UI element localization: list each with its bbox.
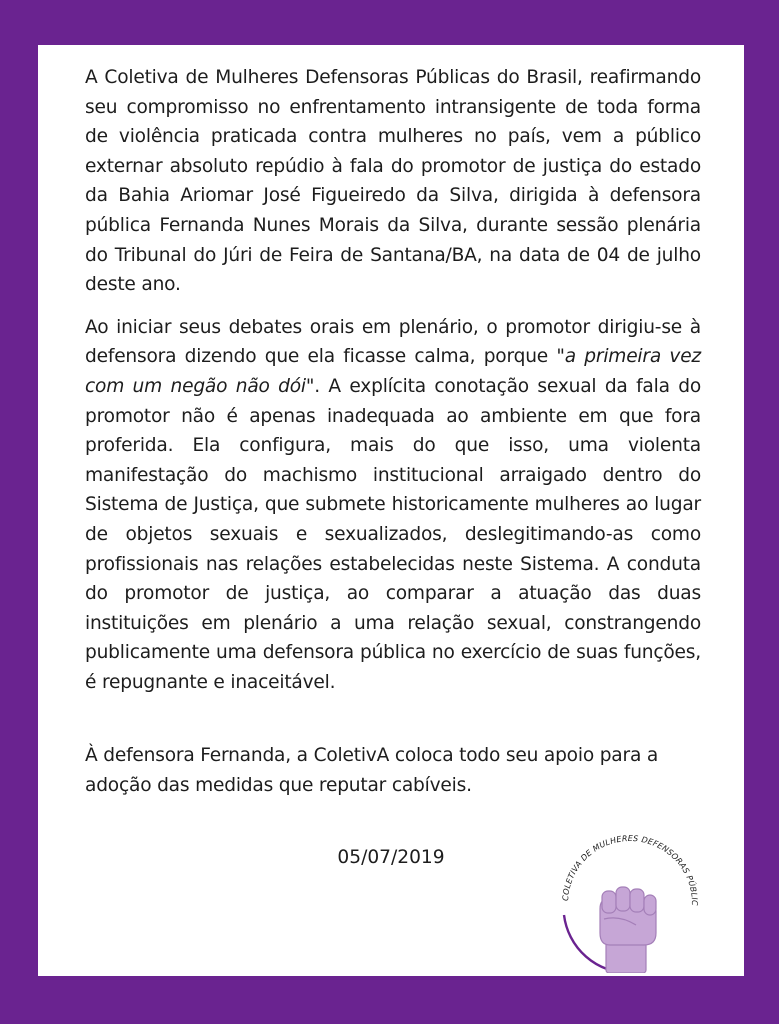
paragraph-1: A Coletiva de Mulheres Defensoras Públicas do Brasil, reafirmando seu compromisso no enfrentamento intransigente de toda forma de violência praticada contra mulheres no país, vem a público externar absoluto repúdio à fala do promotor de justiça do estado da Bahia Ariomar José Figueiredo da Silva, dirigida à defensora pública Fernanda Nunes Morais da Silva, durante sessão plenária do Tribunal do Júri de Feira de Santana/BA, na data de 04 de julho deste ano. bbox=[85, 67, 701, 296]
coletiva-logo-graphic bbox=[546, 833, 716, 973]
raised-fist-icon bbox=[600, 887, 656, 973]
paragraph-2 bbox=[85, 313, 701, 698]
letter-date: 05/07/2019 bbox=[337, 847, 445, 868]
paragraph-2-text-a: Ao iniciar seus debates orais em plenário, o promotor dirigiu-se à defensora dizendo que ela ficasse calma, porque bbox=[85, 316, 701, 368]
paragraph-2-quote: "a primeira vez com um negão não dói" bbox=[85, 346, 701, 397]
paragraph-3: À defensora Fernanda, a ColetivA coloca todo seu apoio para a adoção das medidas que reputar cabíveis. bbox=[85, 745, 659, 797]
paragraph-2-text-b: . A explícita conotação sexual da fala do promotor não é apenas inadequada ao ambiente em que fora proferida. Ela configura, mais do que isso, uma violenta manifestação do machismo institucional arraigado dentro do Sistema de Justiça, que submete historicamente mulheres ao lugar de objetos sexuais e sexualizados, deslegitimando-as como profissionais nas relações estabelecidas neste Sistema. A conduta do promotor de justiça, ao comparar a atuação das duas instituições em plenário a uma relação sexual, constrangendo publicamente uma defensora pública no exercício de suas funções, é repugnante e inaceitável. bbox=[85, 375, 701, 693]
letter-page bbox=[38, 45, 744, 976]
logo-curved-text: COLETIVA DE MULHERES DEFENSORAS PÚBLIC bbox=[560, 834, 700, 906]
coletiva-logo bbox=[546, 833, 716, 973]
letter-body bbox=[85, 63, 701, 801]
